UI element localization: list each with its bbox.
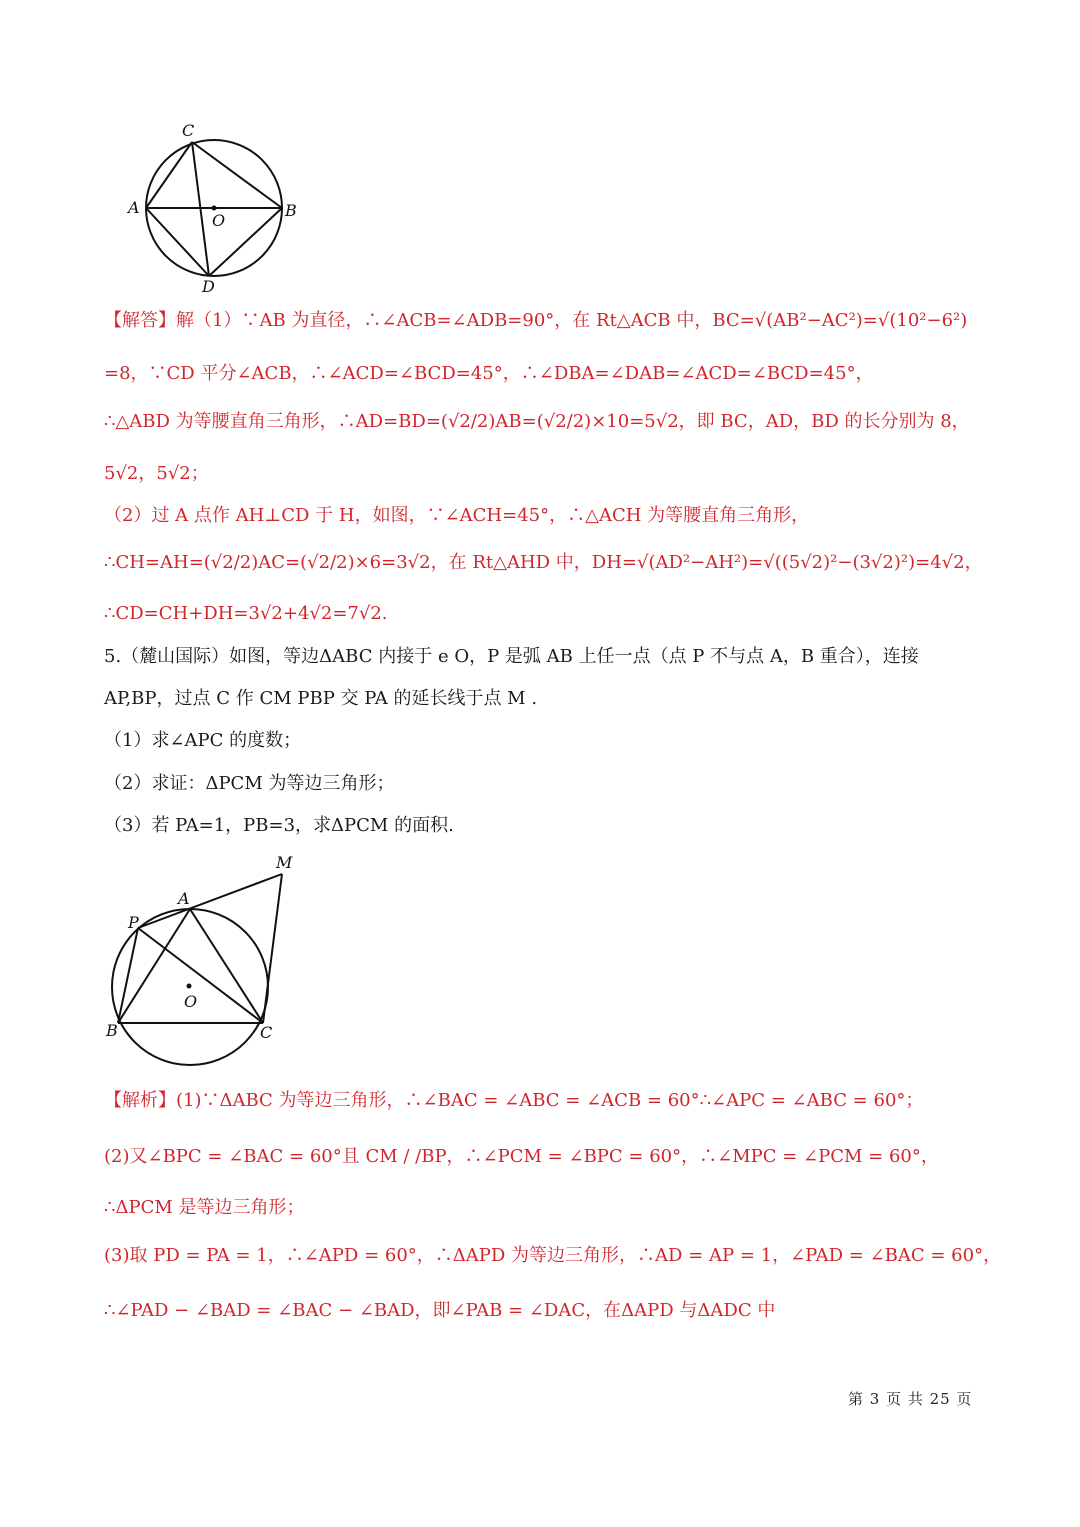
label-a: A: [128, 198, 140, 217]
analysis5-line3: ∴ΔPCM 是等边三角形；: [104, 1197, 305, 1218]
solution4-line5: （2）过 A 点作 AH⊥CD 于 H，如图，∵∠ACH=45°，∴△ACH 为等腰直角三角形，: [104, 505, 810, 526]
solution4-line6: ∴CH=AH=(√2/2)AC=(√2/2)×6=3√2，在 Rt△AHD 中，DH=√(AD²−AH²)=√((5√2)²−(3√2)²)=4√2，: [104, 552, 983, 573]
analysis5-line4: (3)取 PD = PA = 1，∴∠APD = 60°，∴ΔAPD 为等边三角形，∴AD = AP = 1，∠PAD = ∠BAC = 60°，: [104, 1245, 1002, 1266]
segment-ac: [190, 909, 263, 1023]
label-p: P: [128, 913, 139, 932]
solution4-line4: 5√2，5√2；: [104, 463, 209, 484]
problem5-question2: （2）求证：ΔPCM 为等边三角形；: [104, 773, 395, 794]
label-m: M: [276, 853, 293, 872]
problem5-line2: AP,BP，过点 C 作 CM PBP 交 PA 的延长线于点 M .: [104, 688, 538, 709]
analysis5-line2: (2)又∠BPC = ∠BAC = 60°且 CM / /BP，∴∠PCM = ∠BPC = 60°，∴∠MPC = ∠PCM = 60°，: [104, 1146, 939, 1167]
solution4-line3: ∴△ABD 为等腰直角三角形，∴AD=BD=(√2/2)AB=(√2/2)×10=5√2，即 BC，AD，BD 的长分别为 8，: [104, 411, 970, 432]
segment-pm: [138, 874, 282, 928]
label-c: C: [260, 1023, 273, 1042]
solution4-line7: ∴CD=CH+DH=3√2+4√2=7√2.: [104, 603, 388, 624]
label-b: B: [285, 201, 297, 220]
problem5-question3: （3）若 PA=1，PB=3，求ΔPCM 的面积.: [104, 815, 454, 836]
figure-circle-abcd: [120, 120, 320, 300]
segment-pc: [138, 928, 263, 1023]
label-o: O: [184, 992, 198, 1011]
problem5-question1: （1）求∠APC 的度数；: [104, 730, 302, 751]
segment-cb: [192, 142, 282, 208]
figure-circle-pcm: [100, 850, 310, 1070]
analysis5-line1: 【解析】(1)∵ΔABC 为等边三角形，∴∠BAC = ∠ABC = ∠ACB = 60°∴∠APC = ∠ABC = 60°；: [104, 1090, 924, 1111]
label-o: O: [212, 211, 226, 230]
label-d: D: [202, 277, 215, 296]
label-c: C: [182, 121, 195, 140]
analysis5-line5: ∴∠PAD − ∠BAD = ∠BAC − ∠BAD，即∠PAB = ∠DAC，在ΔAPD 与ΔADC 中: [104, 1300, 776, 1321]
center-dot: [212, 206, 217, 211]
label-b: B: [106, 1021, 118, 1040]
problem5-line1: 5.（麓山国际）如图，等边ΔABC 内接于 e O，P 是弧 AB 上任一点（点 P 不与点 A，B 重合），连接: [104, 646, 919, 667]
segment-cm: [263, 874, 282, 1023]
solution4-line2: =8，∵CD 平分∠ACB，∴∠ACD=∠BCD=45°，∴∠DBA=∠DAB=∠ACD=∠BCD=45°，: [104, 363, 874, 384]
label-a: A: [178, 889, 190, 908]
page-number: 第 3 页 共 25 页: [848, 1390, 973, 1408]
solution4-line1: 【解答】解（1）∵AB 为直径，∴∠ACB=∠ADB=90°，在 Rt△ACB 中，BC=√(AB²−AC²)=√(10²−6²): [104, 310, 968, 331]
segment-ac: [146, 142, 192, 208]
center-dot: [187, 984, 192, 989]
